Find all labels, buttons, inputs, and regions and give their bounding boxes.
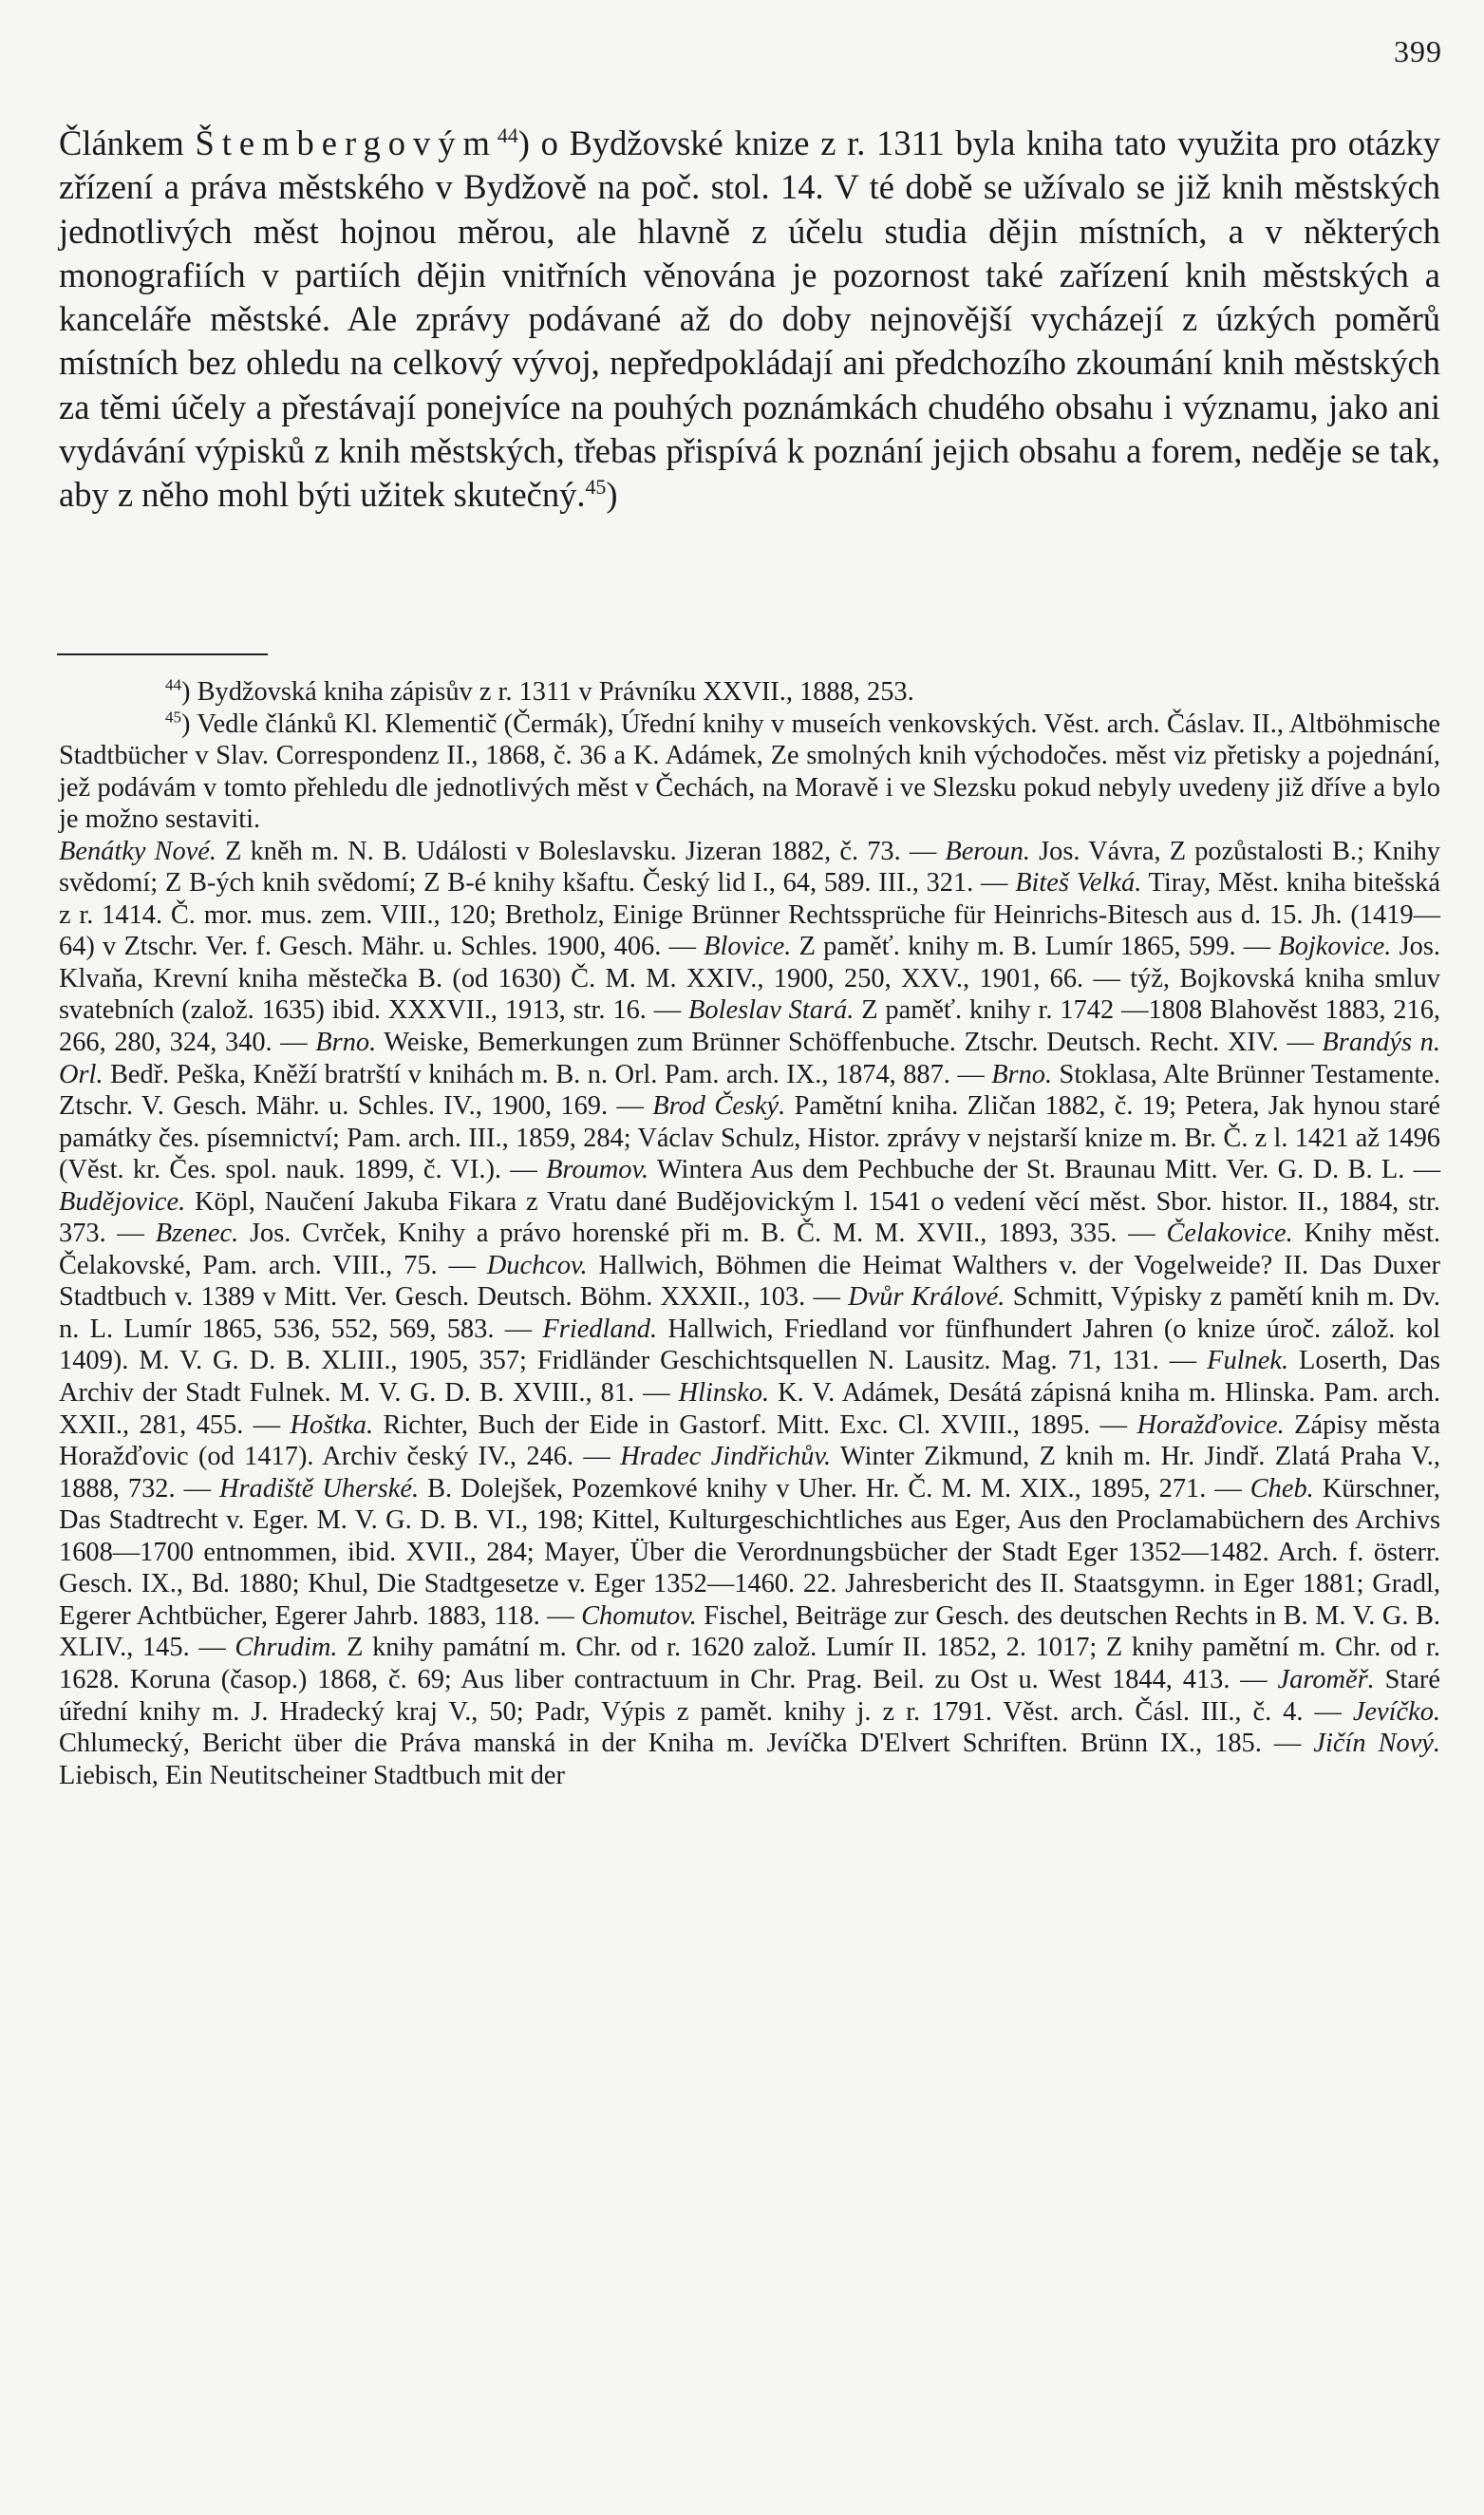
place-name: Hradiště Uherské. bbox=[219, 1473, 420, 1503]
place-name: Duchcov. bbox=[486, 1250, 588, 1280]
source-entry: Z paměť. knihy m. B. Lumír 1865, 599. — bbox=[791, 932, 1279, 962]
source-entry: Schmitt, Výpisky z pamětí knih m. Dv. n. L. Lumír 1865, 536, 552, 569, 583. — bbox=[59, 1282, 1440, 1344]
footnotes bbox=[59, 676, 1440, 1791]
source-entry: Loserth, Das Archiv der Stadt Fulnek. M. V. G. D. B. XVIII., 81. — bbox=[59, 1346, 1440, 1409]
place-name: Jevíčko. bbox=[1352, 1696, 1440, 1727]
source-entry: Pamětní kniha. Zličan 1882, č. 19; Petera, Jak hynou staré památky čes. písemnictví; Pam. arch. III., 1859, 284; Václav Schulz, Histor. zprávy v nejstarší knize m. Br. Č. z l. 1421 až 1496 (Věst. kr. Čes. spol. nauk. 1899, č. VI.). — bbox=[59, 1091, 1441, 1185]
place-name: Chomutov. bbox=[581, 1600, 697, 1631]
source-entry: Liebisch, Ein Neutitscheiner Stadtbuch mit der bbox=[59, 1760, 565, 1790]
footnote-44 bbox=[59, 676, 1440, 709]
author-name: Štembergovým bbox=[195, 123, 498, 162]
source-entry: Jos. Klvaňa, Krevní kniha městečka B. (od 1630) Č. M. M. XXIV., 1900, 250, XXV., 1901, 66. — týž, Bojkovská kniha smluv svatebních (založ. 1635) ibid. XXXVII., 1913, str. 16. — bbox=[59, 932, 1440, 1026]
footnote-ref-44[interactable]: 44 bbox=[497, 123, 518, 147]
source-entry: Köpl, Naučení Jakuba Fikara z Vratu dané Budějovickým l. 1541 o vedení věcí měst. Sbor. histor. II., 1884, str. 373. — bbox=[59, 1186, 1440, 1249]
source-entry: Zápisy města Horažďovic (od 1417). Archiv český IV., 246. — bbox=[59, 1409, 1440, 1472]
place-name: Budějovice. bbox=[59, 1186, 186, 1217]
body-lead: Článkem bbox=[59, 123, 196, 162]
source-entry: Knihy měst. Čelakovské, Pam. arch. VIII., 75. — bbox=[59, 1219, 1440, 1280]
source-entry: Stoklasa, Alte Brünner Testamente. Ztschr. V. Gesch. Mähr. u. Schles. IV., 1900, 169. — bbox=[59, 1059, 1440, 1122]
place-name: Jaroměř. bbox=[1277, 1664, 1375, 1694]
page-number: 399 bbox=[1394, 34, 1442, 68]
footnote-mark-44: 44 bbox=[165, 675, 182, 694]
source-entry: Chlumecký, Bericht über die Práva manská in der Kniha m. Jevíčka D'Elvert Schriften. Brünn IX., 185. — bbox=[59, 1729, 1314, 1759]
footnote-45-text: ) Vedle článků Kl. Klementič (Čermák), Úřední knihy v museích venkovských. Věst. arch. Čáslav. II., Altböhmische Stadtbücher v Slav. Correspondenz II., 1868, č. 36 a K. Adámek, Ze smolných knih východočes. měst viz přetisky a pojednání, jež podávám v tomto přehledu dle jednotlivých měst v Čechách, na Moravě i ve Slezsku pokud nebyly uvedeny již dříve a bylo je možno sestaviti. bbox=[59, 709, 1440, 835]
source-entry: Jos. Cvrček, Knihy a právo horenské při m. B. Č. M. M. XVII., 1893, 335. — bbox=[238, 1219, 1167, 1249]
place-name: Bzenec. bbox=[155, 1219, 239, 1249]
place-name: Boleslav Stará. bbox=[688, 995, 855, 1026]
place-name: Brod Český. bbox=[652, 1091, 786, 1122]
place-name: Horažďovice. bbox=[1136, 1409, 1285, 1440]
source-entry: Jos. Vávra, Z pozůstalosti B.; Knihy svědomí; Z B-ých knih svědomí; Z B-é knihy kšaftu. Český lid I., 64, 589. III., 321. — bbox=[59, 836, 1440, 898]
source-entry: Winter Zikmund, Z knih m. Hr. Jindř. Zlatá Praha V., 1888, 732. — bbox=[59, 1442, 1440, 1503]
place-name: Cheb. bbox=[1249, 1473, 1314, 1503]
body-paragraph bbox=[59, 122, 1440, 518]
source-entry: Kürschner, Das Stadtrecht v. Eger. M. V. G. D. B. VI., 198; Kittel, Kulturgeschichtliches aus Eger, Aus den Proclamabüchern des Archivs 1608—1700 entnommen, ibid. XVII., 284; Mayer, Über die Verordnungsbücher der Stadt Eger 1352—1482. Arch. f. österr. Gesch. IX., Bd. 1880; Khul, Die Stadtgesetze v. Eger 1352—1460. 22. Jahresbericht des II. Staatsgymn. in Eger 1881; Gradl, Egerer Achtbücher, Egerer Jahrb. 1883, 118. — bbox=[59, 1473, 1441, 1631]
place-name: Benátky Nové. bbox=[59, 836, 216, 866]
source-entry: Fischel, Beiträge zur Gesch. des deutschen Rechts in B. M. V. G. B. XLIV., 145. — bbox=[59, 1600, 1441, 1663]
place-name: Beroun. bbox=[945, 836, 1030, 866]
source-entry: Hallwich, Friedland vor fünfhundert Jahren (o knize úroč. zálož. kol 1409). M. V. G. D. B. XLIII., 1905, 357; Fridländer Geschichtsquellen N. Lausitz. Mag. 71, 131. — bbox=[59, 1314, 1440, 1376]
place-name: Broumov. bbox=[546, 1155, 649, 1185]
source-entry: Hallwich, Böhmen die Heimat Walthers v. der Vogelweide? II. Das Duxer Stadtbuch v. 1389 v Mitt. Ver. Gesch. Deutsch. Böhm. XXXII., 103. — bbox=[59, 1250, 1440, 1313]
footnote-ref-45[interactable]: 45 bbox=[585, 475, 607, 500]
footnote-mark-45: 45 bbox=[165, 708, 182, 727]
footnote-45 bbox=[59, 709, 1440, 836]
footnote-divider bbox=[57, 653, 268, 655]
place-name: Hradec Jindřichův. bbox=[620, 1442, 832, 1472]
source-entry: Staré úřední knihy m. J. Hradecký kraj V., 50; Padr, Výpis z pamět. knihy j. z r. 1791. Věst. arch. Čásl. III., č. 4. — bbox=[59, 1664, 1440, 1727]
place-name: Chrudim. bbox=[235, 1633, 338, 1663]
source-entry: Richter, Buch der Eide in Gastorf. Mitt. Exc. Cl. XVIII., 1895. — bbox=[373, 1409, 1137, 1440]
source-entry: Bedř. Peška, Kněží bratrští v knihách m. B. n. Orl. Pam. arch. IX., 1874, 887. — bbox=[103, 1059, 992, 1089]
source-entry: Tiray, Měst. kniha bitešská z r. 1414. Č. mor. mus. zem. VIII., 120; Bretholz, Einige Brünner Rechtssprüche für Heinrichs-Bitesch aus d. 15. Jh. (1419—64) v Ztschr. Ver. f. Gesch. Mähr. u. Schles. 1900, 406. — bbox=[59, 868, 1440, 962]
place-name: Brno. bbox=[315, 1028, 377, 1058]
place-name: Brno. bbox=[991, 1059, 1053, 1089]
place-name: Fulnek. bbox=[1207, 1346, 1289, 1376]
place-name: Bojkovice. bbox=[1278, 932, 1392, 962]
source-entry: Z kněh m. N. B. Události v Boleslavsku. Jizeran 1882, č. 73. — bbox=[216, 836, 946, 866]
body-rest: ) o Bydžovské knize z r. 1311 byla kniha tato využita pro otázky zřízení a práva městského v Bydžově na poč. stol. 14. V té době se užívalo se již knih městských jednotlivých měst hojnou měrou, ale hlavně z účelu studia dějin místních, a v některých monografiích v partiích dějin vnitřních věnována je pozornost také zařízení knih městských a kanceláře městské. Ale zprávy podávané až do doby nejnovější vycházejí z úzkých poměrů místních bez ohledu na celkový vývoj, nepředpokládají ani předchozího zkoumání knih městských za těmi účely a přestávají ponejvíce na pouhých poznámkách chudého obsahu i významu, jako ani vydávání výpisků z knih městských, třebas přispívá k poznání jejich obsahu a forem, neděje se tak, aby z něho mohl býti užitek skutečný. bbox=[59, 123, 1440, 515]
place-name: Jičín Nový. bbox=[1313, 1729, 1441, 1759]
place-name: Čelakovice. bbox=[1166, 1219, 1293, 1249]
place-name: Brandýs n. Orl. bbox=[59, 1028, 1440, 1089]
footnote-44-text: ) Bydžovská kniha zápisův z r. 1311 v Právníku XXVII., 1888, 253. bbox=[181, 677, 914, 707]
source-entry: Z paměť. knihy r. 1742 —1808 Blahověst 1883, 216, 266, 280, 324, 340. — bbox=[59, 995, 1440, 1058]
footnote-45-list bbox=[59, 836, 1440, 1791]
source-entry: B. Dolejšek, Pozemkové knihy v Uher. Hr. Č. M. M. XIX., 1895, 271. — bbox=[419, 1473, 1250, 1503]
source-entry: Z knihy památní m. Chr. od r. 1620 založ. Lumír II. 1852, 2. 1017; Z knihy pamětní m. Chr. od r. 1628. Koruna (časop.) 1868, č. 69; Aus liber contractuum in Chr. Prag. Beil. zu Ost u. West 1844, 413. — bbox=[59, 1633, 1440, 1694]
place-name: Hoštka. bbox=[290, 1409, 374, 1440]
source-entry: Wintera Aus dem Pechbuche der St. Braunau Mitt. Ver. G. D. B. L. — bbox=[648, 1155, 1440, 1185]
place-name: Blovice. bbox=[704, 932, 792, 962]
place-name: Dvůr Králové. bbox=[848, 1282, 1005, 1313]
source-entry: K. V. Adámek, Desátá zápisná kniha m. Hlinska. Pam. arch. XXII., 281, 455. — bbox=[59, 1378, 1441, 1440]
place-name: Friedland. bbox=[542, 1314, 658, 1344]
body-close: ) bbox=[606, 475, 618, 515]
place-name: Biteš Velká. bbox=[1015, 868, 1142, 898]
place-name: Hlinsko. bbox=[678, 1378, 770, 1409]
source-entry: Weiske, Bemerkungen zum Brünner Schöffenbuche. Ztschr. Deutsch. Recht. XIV. — bbox=[376, 1028, 1323, 1058]
